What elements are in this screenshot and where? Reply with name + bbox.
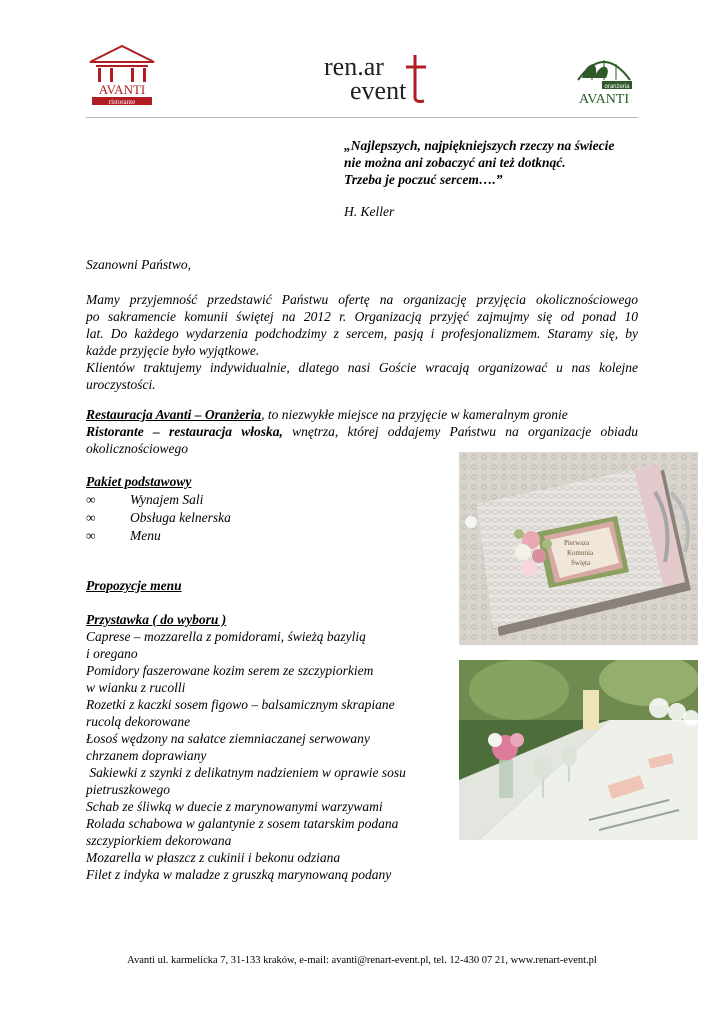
header-divider xyxy=(86,117,638,118)
footer-contact: Avanti ul. karmelicka 7, 31-133 kraków, e-mail: avanti@renart-event.pl, tel. 12-430 07 21, www.renart-event.pl xyxy=(127,955,597,966)
intro-line: uroczystości. xyxy=(86,377,156,392)
starter-item-line: i oregano xyxy=(86,646,138,661)
album-caption-line: Komunia xyxy=(567,549,594,557)
quote-author: H. Keller xyxy=(344,204,395,219)
starter-item-line: Caprese – mozzarella z pomidorami, świeżą bazylią xyxy=(86,629,366,644)
intro-line: po sakramencie komunii świętej na 2012 r. Organizacją przyjęć zajmujmy się od ponad 10 xyxy=(86,309,638,324)
starter-item-line: Mozarella w płaszcz z cukinii i bekonu odziana xyxy=(86,850,341,865)
package-item-label: Wynajem Sali xyxy=(130,492,204,507)
infinity-bullet-icon: ∞ xyxy=(86,510,96,525)
starter-item-line: szczypiorkiem dekorowana xyxy=(86,833,232,848)
svg-text:ristorante: ristorante xyxy=(108,98,136,106)
package-title: Pakiet podstawowy xyxy=(86,474,192,489)
menu-title: Propozycje menu xyxy=(86,578,182,593)
starter-item-line: Pomidory faszerowane kozim serem ze szczypiorkiem xyxy=(86,663,374,678)
quote-line: „Najlepszych, najpiękniejszych rzeczy na świecie xyxy=(344,138,615,153)
starter-item-line: Sakiewki z szynki z delikatnym nadzieniem w oprawie sosu xyxy=(86,765,406,780)
package-item-label: Obsługa kelnerska xyxy=(130,510,231,525)
venue-line xyxy=(86,423,638,440)
svg-text:AVANTI: AVANTI xyxy=(578,92,630,106)
venue-avanti-oranzeria xyxy=(86,406,568,423)
quote-line: Trzeba je poczuć sercem….” xyxy=(344,172,503,187)
package-item xyxy=(86,509,231,526)
starter-item-line: rucolą dekorowane xyxy=(86,714,191,729)
starter-item-line: Rozetki z kaczki sosem figowo – balsamicznym skrapiane xyxy=(86,697,395,712)
package-item xyxy=(86,491,203,508)
avanti-oranzeria-logo xyxy=(572,48,636,106)
starter-item-line: Schab ze śliwką w duecie z marynowanymi warzywami xyxy=(86,799,383,814)
intro-line: Mamy przyjemność przedstawić Państwu ofertę na organizację przyjęcia okolicznościowego xyxy=(86,292,638,307)
communion-album-photo xyxy=(459,452,698,645)
svg-text:ren.ar: ren.ar xyxy=(324,53,384,81)
intro-line: Klientów traktujemy indywidualnie, dlatego nasi Goście wracają organizować u nas kolejne xyxy=(86,360,638,375)
svg-text:AVANTI: AVANTI xyxy=(98,82,146,97)
venue-line: okolicznościowego xyxy=(86,441,188,456)
infinity-bullet-icon: ∞ xyxy=(86,492,96,507)
starter-item-line: pietruszkowego xyxy=(86,782,170,797)
package-item xyxy=(86,527,161,544)
venue-name: Restauracja Avanti – Oranżeria xyxy=(86,407,262,422)
quote-line: nie można ani zobaczyć ani też dotknąć. xyxy=(344,155,566,170)
quote-block xyxy=(344,137,644,188)
banquet-table-photo xyxy=(459,660,698,840)
starter-item-line: w wianku z rucolli xyxy=(86,680,186,695)
intro-line: lat. Do każdego wydarzenia podchodzimy z sercem, pasją i profesjonalizmem. Staramy się, by xyxy=(86,326,638,341)
album-caption-line: Pierwsza xyxy=(564,539,590,547)
starter-title: Przystawka ( do wyboru ) xyxy=(86,612,227,627)
package-item-label: Menu xyxy=(130,528,161,543)
intro-paragraph xyxy=(86,291,638,393)
renart-event-logo xyxy=(322,53,432,105)
starter-item-line: Rolada schabowa w galantynie z sosem tatarskim podana xyxy=(86,816,399,831)
infinity-bullet-icon: ∞ xyxy=(86,528,96,543)
starter-item-line: Filet z indyka w maladze z gruszką marynowaną podany xyxy=(86,867,392,882)
svg-text:oranżeria: oranżeria xyxy=(604,84,630,90)
avanti-ristorante-logo xyxy=(86,44,158,106)
venue-name: Ristorante – restauracja włoska, xyxy=(86,424,283,439)
svg-text:event: event xyxy=(350,76,407,105)
greeting: Szanowni Państwo, xyxy=(86,257,192,272)
intro-line: każde przyjęcie było wyjątkowe. xyxy=(86,343,260,358)
album-caption-line: Święta xyxy=(571,559,591,567)
venue-description: wnętrza, której oddajemy Państwu na organizacje obiadu xyxy=(282,424,638,439)
starter-item-line: Łosoś wędzony na sałatce ziemniaczanej serwowany xyxy=(86,731,370,746)
starter-item-line: chrzanem doprawiany xyxy=(86,748,207,763)
venue-description: , to niezwykłe miejsce na przyjęcie w kameralnym gronie xyxy=(261,407,568,422)
